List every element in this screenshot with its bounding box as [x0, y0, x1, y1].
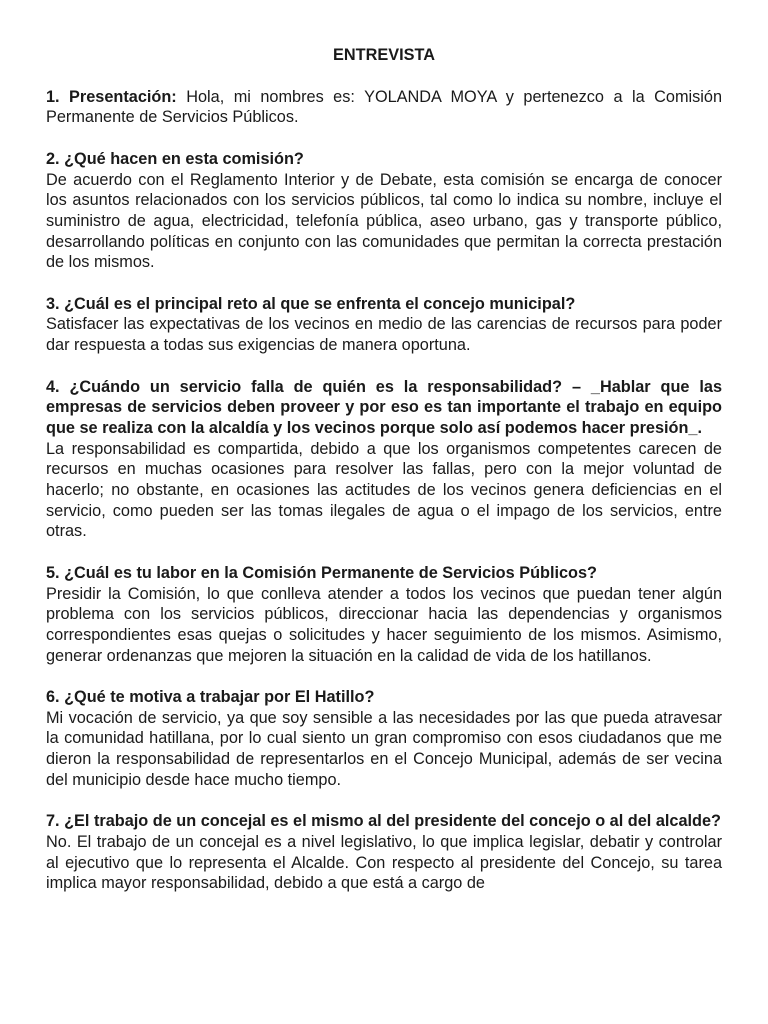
section-4-answer: La responsabilidad es compartida, debido a que los organismos competentes carecen de recursos en muchas ocasiones para resolver las fallas, pero con la mejor voluntad de hacerlo; no obstante, en ocasiones las actitudes de los vecinos genera deficiencias en el servicio, como pueden ser las tomas ilegales de agua o el impago de los servicios, entre otras. — [46, 439, 722, 541]
section-7 — [46, 811, 722, 894]
section-1-question: 1. Presentación: — [46, 87, 177, 106]
document-title: ENTREVISTA — [333, 46, 435, 64]
section-6 — [46, 687, 722, 791]
section-2-answer: De acuerdo con el Reglamento Interior y de Debate, esta comisión se encarga de conocer los asuntos relacionados con los servicios públicos, tal como lo indica su nombre, incluye el suministro de agua, electricidad, telefonía pública, aseo urbano, gas y transporte público, desarrollando políticas en conjunto con las comunidades que permitan la correcta prestación de los mismos. — [46, 170, 722, 272]
section-1 — [46, 87, 722, 128]
section-5-answer: Presidir la Comisión, lo que conlleva atender a todos los vecinos que puedan tener algún problema con los servicios públicos, direccionar hacia las dependencias y organismos correspondientes esas quejas o solicitudes y hacer seguimiento de los mismos. Asimismo, generar ordenanzas que mejoren la situación en la calidad de vida de los hatillanos. — [46, 584, 722, 665]
section-3-answer: Satisfacer las expectativas de los vecinos en medio de las carencias de recursos para poder dar respuesta a todas sus exigencias de manera oportuna. — [46, 315, 722, 355]
section-2-question: 2. ¿Qué hacen en esta comisión? — [46, 149, 304, 168]
section-3 — [46, 294, 722, 356]
section-5-question: 5. ¿Cuál es tu labor en la Comisión Permanente de Servicios Públicos? — [46, 563, 598, 582]
section-1-paragraph — [46, 87, 722, 128]
section-1-answer: Hola, mi nombres es: YOLANDA MOYA y pertenezco a la Comisión Permanente de Servicios Públicos. — [46, 87, 722, 127]
section-6-question: 6. ¿Qué te motiva a trabajar por El Hatillo? — [46, 688, 375, 707]
document-page — [46, 45, 722, 915]
section-5 — [46, 563, 722, 667]
section-7-question: 7. ¿El trabajo de un concejal es el mismo al del presidente del concejo o al del alcalde? — [46, 812, 721, 831]
section-3-question: 3. ¿Cuál es el principal reto al que se enfrenta el concejo municipal? — [46, 294, 576, 313]
section-6-answer: Mi vocación de servicio, ya que soy sensible a las necesidades por las que pueda atravesar la comunidad hatillana, por lo cual siento un gran compromiso con esos ciudadanos que me dieron la responsabilidad de representarlos en el Concejo Municipal, además de ser vecina del municipio desde hace mucho tiempo. — [46, 708, 722, 789]
section-4 — [46, 377, 722, 543]
section-2 — [46, 149, 722, 273]
section-7-answer: No. El trabajo de un concejal es a nivel legislativo, lo que implica legislar, debatir y controlar al ejecutivo que lo representa el Alcalde. Con respecto al presidente del Concejo, su tarea implica mayor responsabilidad, debido a que está a cargo de — [46, 832, 722, 893]
section-4-question: 4. ¿Cuándo un servicio falla de quién es la responsabilidad? – _Hablar que las empresas de servicios deben proveer y por eso es tan importante el trabajo en equipo que se realiza con la alcaldía y los vecinos porque solo así podemos hacer presión_. — [46, 377, 722, 437]
